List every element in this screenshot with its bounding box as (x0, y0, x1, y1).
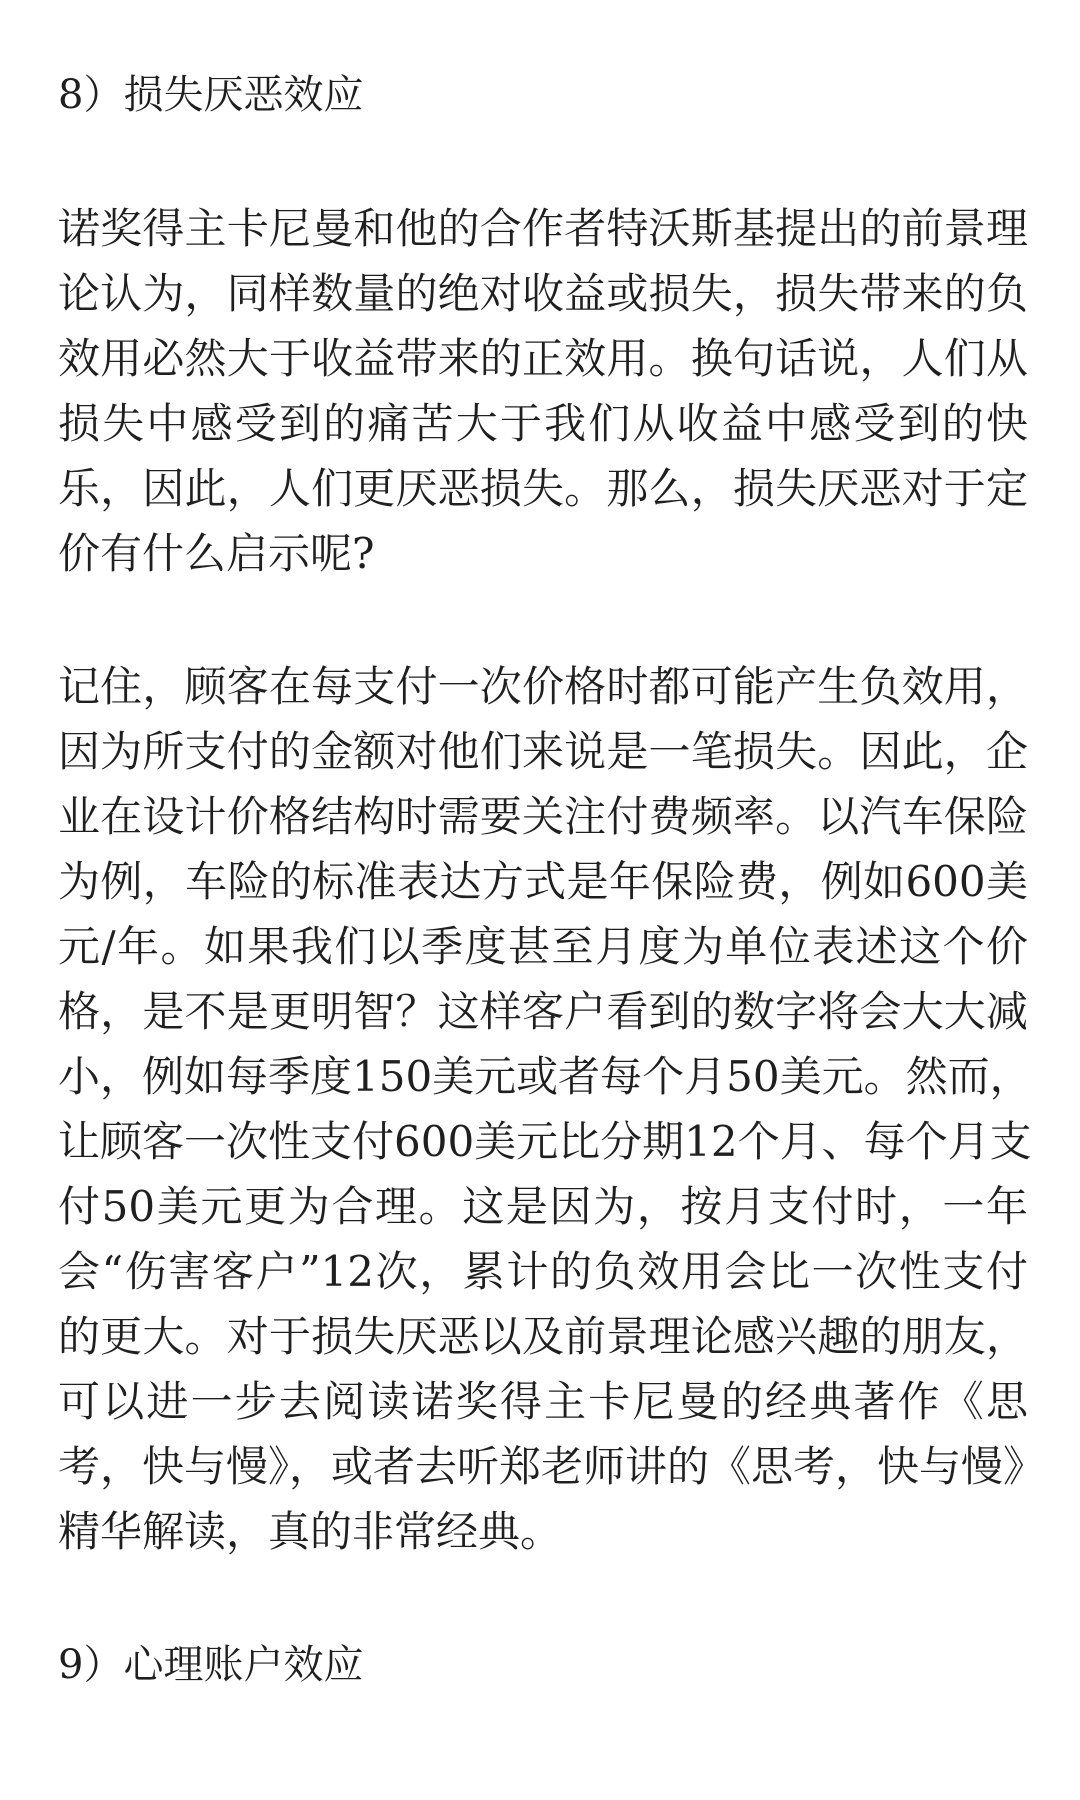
spacer (58, 586, 1028, 654)
spacer (58, 1564, 1028, 1632)
paragraph-payment-frequency (58, 654, 1046, 1564)
text-line: 元/年。如果我们以季度甚至月度为单位表述这个价 (58, 922, 1028, 971)
text-line: 效用必然大于收益带来的正效用。换句话说，人们从 (58, 334, 1028, 383)
text-line: 格，是不是更明智？这样客户看到的数字将会大大减 (58, 987, 1028, 1036)
text-line: 付50美元更为合理。这是因为，按月支付时，一年 (58, 1182, 1028, 1231)
section-heading-mental-accounting: 9）心理账户效应 (58, 1642, 364, 1688)
text-line: 价有什么启示呢? (58, 529, 375, 578)
text-line: 让顾客一次性支付600美元比分期12个月、每个月支 (58, 1117, 1032, 1166)
text-line: 损失中感受到的痛苦大于我们从收益中感受到的快 (58, 399, 1028, 448)
text-line: 考，快与慢》，或者去听郑老师讲的《思考，快与慢》 (58, 1442, 1046, 1491)
spacer (58, 128, 1028, 196)
text-line: 记住，顾客在每支付一次价格时都可能产生负效用， (58, 662, 1028, 711)
text-line: 因为所支付的金额对他们来说是一笔损失。因此，企 (58, 727, 1028, 776)
text-line: 的更大。对于损失厌恶以及前景理论感兴趣的朋友， (58, 1312, 1028, 1361)
text-line: 论认为，同样数量的绝对收益或损失，损失带来的负 (58, 269, 1028, 318)
text-line: 小，例如每季度150美元或者每个月50美元。然而， (58, 1052, 1032, 1101)
text-line: 精华解读，真的非常经典。 (58, 1507, 563, 1556)
text-line: 会“伤害客户”12次，累计的负效用会比一次性支付 (58, 1247, 1028, 1296)
text-line: 可以进一步去阅读诺奖得主卡尼曼的经典著作《思 (58, 1377, 1028, 1426)
text-line: 业在设计价格结构时需要关注付费频率。以汽车保险 (58, 792, 1028, 841)
section-heading-loss-aversion: 8）损失厌恶效应 (58, 72, 364, 118)
text-line: 为例，车险的标准表达方式是年保险费，例如600美 (58, 857, 1028, 906)
text-line: 诺奖得主卡尼曼和他的合作者特沃斯基提出的前景理 (58, 204, 1028, 253)
paragraph-prospect-theory (58, 196, 1028, 586)
text-line: 乐，因此，人们更厌恶损失。那么，损失厌恶对于定 (58, 464, 1028, 513)
